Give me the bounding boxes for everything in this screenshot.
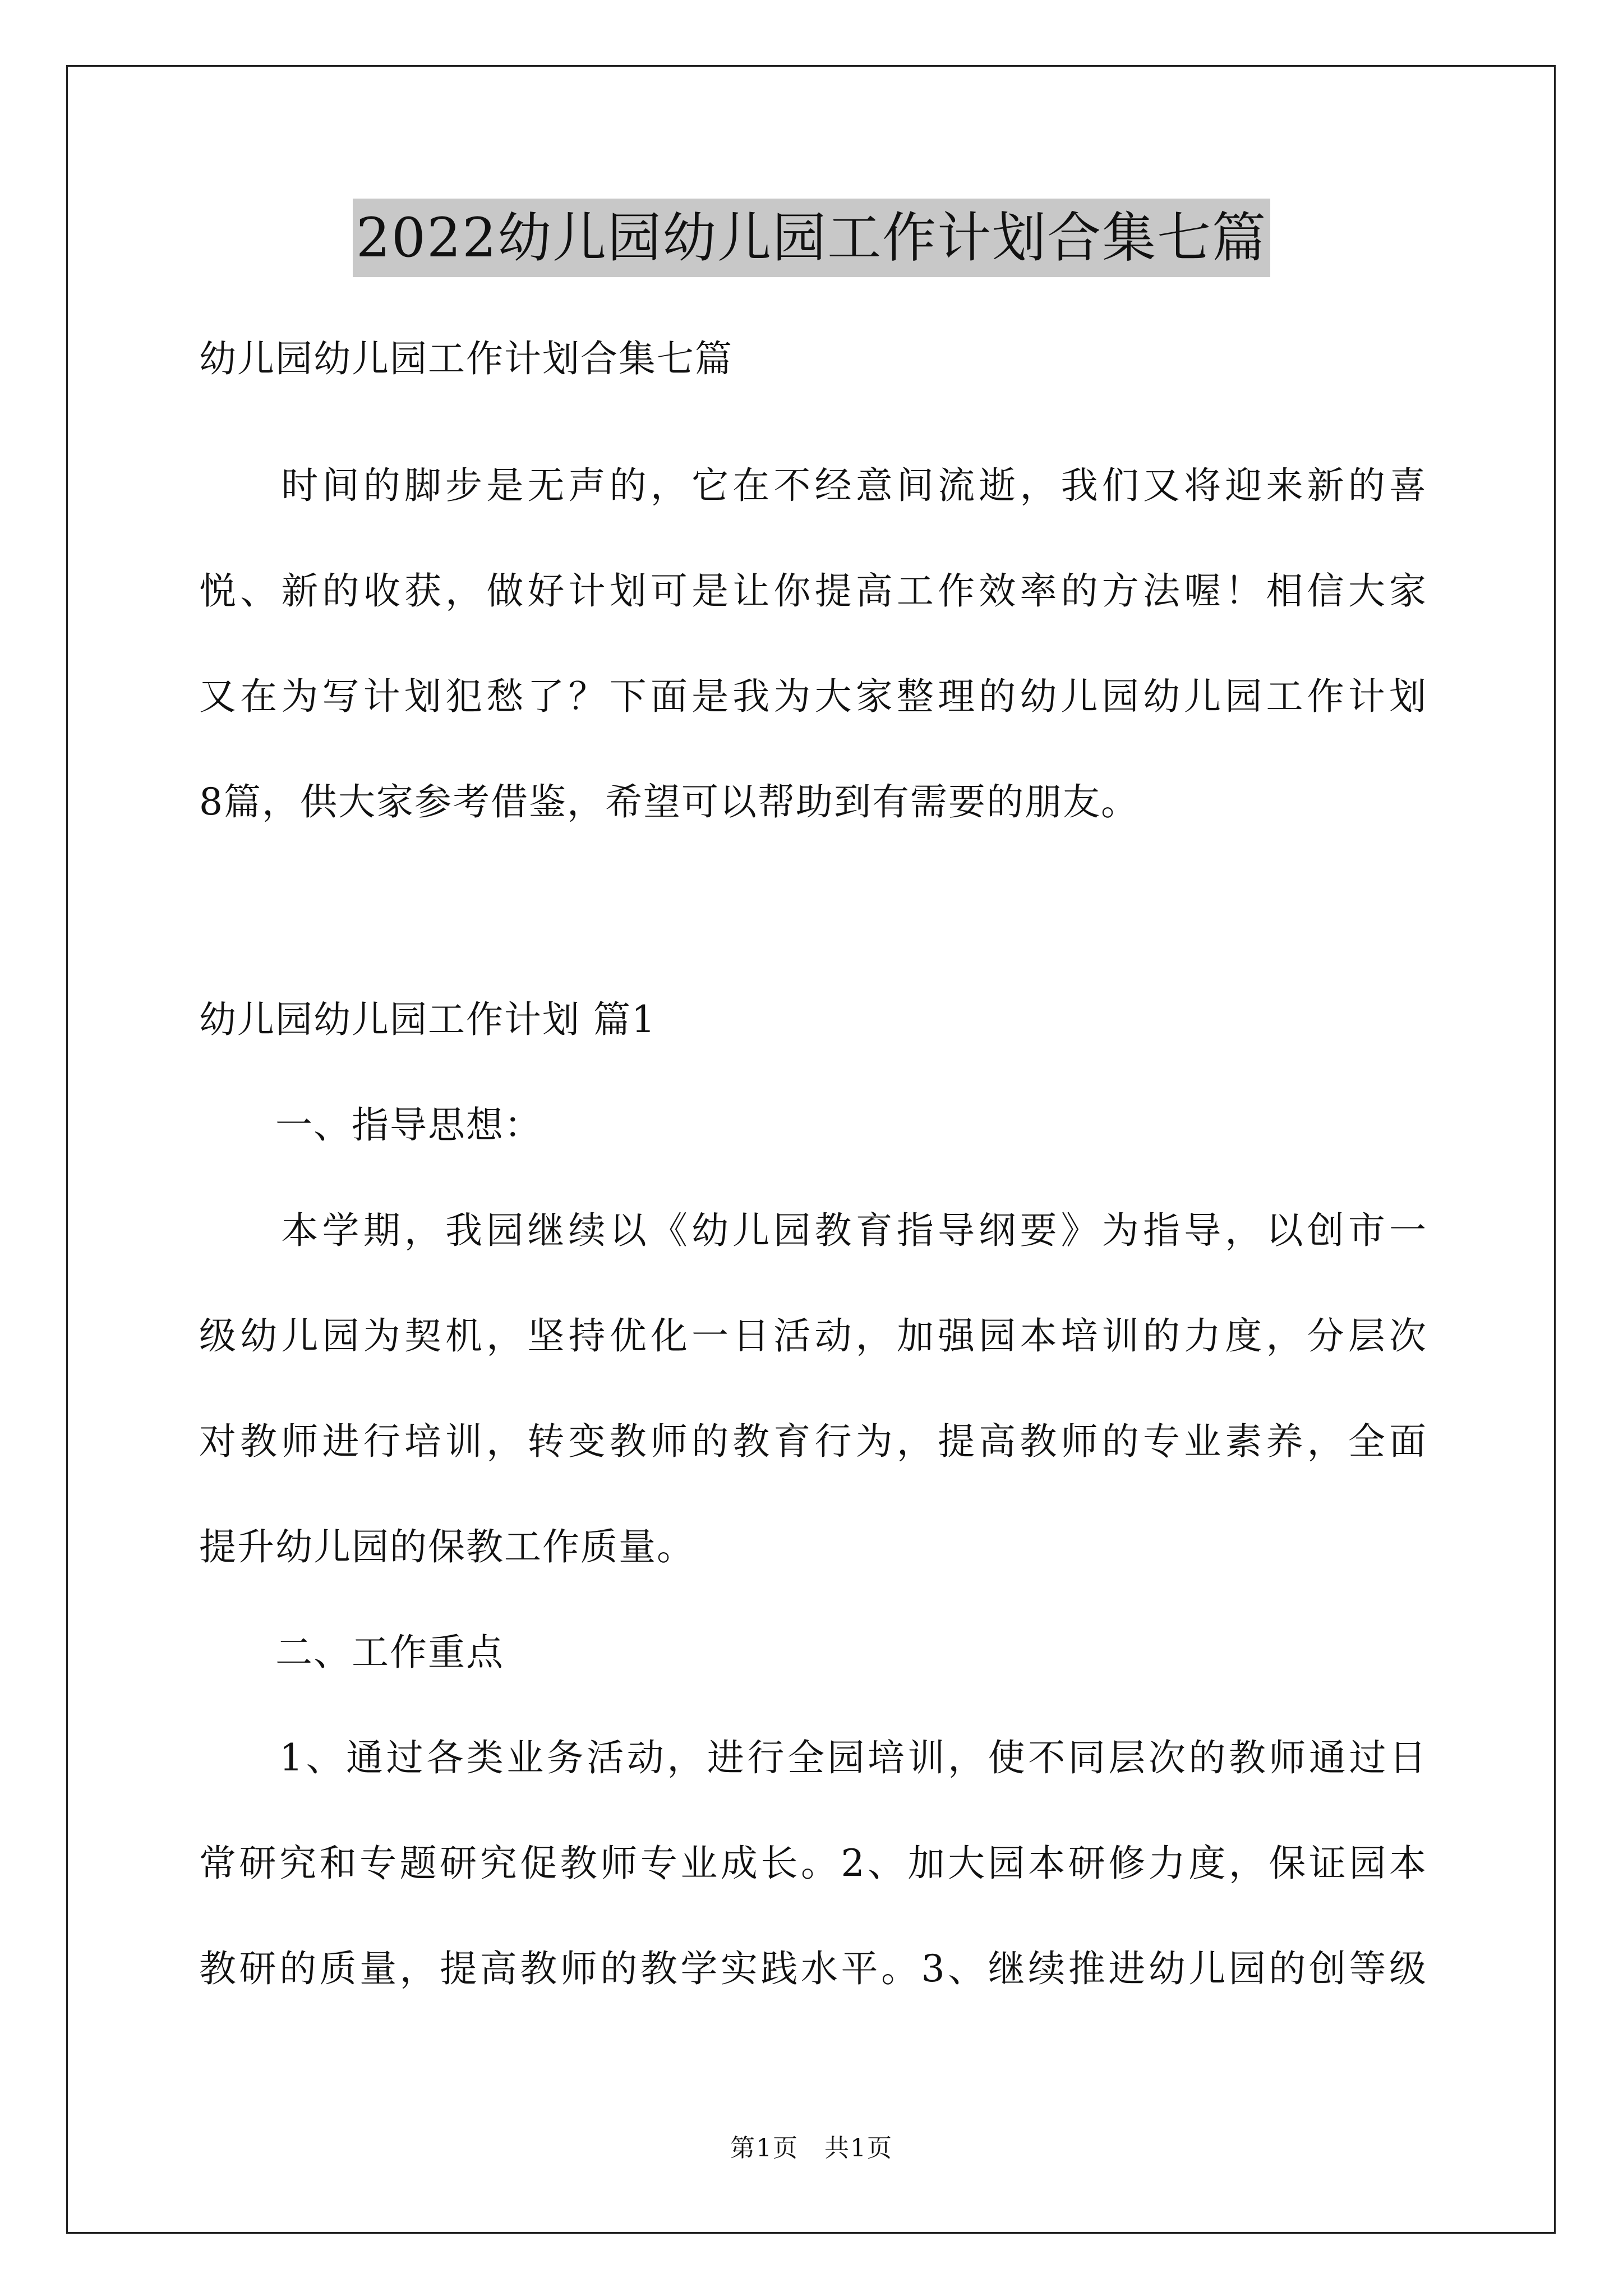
paragraph-line: 8篇，供大家参考借鉴，希望可以帮助到有需要的朋友。 xyxy=(199,780,1139,823)
paragraph-line: 1、通过各类业务活动，进行全园培训，使不同层次的教师通过日 xyxy=(199,1736,1427,1779)
paragraph-line: 时间的脚步是无声的，它在不经意间流逝，我们又将迎来新的喜 xyxy=(199,464,1427,507)
document-title-block xyxy=(0,199,1623,277)
page-number-footer: 第1页 共1页 xyxy=(730,2134,893,2162)
paragraph-line: 对教师进行培训，转变教师的教育行为，提高教师的专业素养，全面 xyxy=(199,1420,1427,1463)
paragraph-line: 级幼儿园为契机，坚持优化一日活动，加强园本培训的力度，分层次 xyxy=(199,1314,1427,1358)
paragraph-line: 提升幼儿园的保教工作质量。 xyxy=(199,1525,695,1568)
subtitle-line: 幼儿园幼儿园工作计划合集七篇 xyxy=(199,337,733,380)
paragraph-line: 教研的质量，提高教师的教学实践水平。3、继续推进幼儿园的创等级 xyxy=(199,1947,1427,1990)
paragraph-line: 常研究和专题研究促教师专业成长。2、加大园本研修力度，保证园本 xyxy=(199,1842,1427,1885)
paragraph-line: 又在为写计划犯愁了？下面是我为大家整理的幼儿园幼儿园工作计划 xyxy=(199,675,1427,718)
paragraph-line: 二、工作重点 xyxy=(199,1631,504,1674)
paragraph-line: 悦、新的收获，做好计划可是让你提高工作效率的方法喔！相信大家 xyxy=(199,569,1427,613)
paragraph-line: 本学期，我园继续以《幼儿园教育指导纲要》为指导，以创市一 xyxy=(199,1209,1427,1252)
section-heading: 幼儿园幼儿园工作计划 篇1 xyxy=(199,998,656,1041)
paragraph-line: 一、指导思想： xyxy=(199,1103,542,1147)
document-title: 2022幼儿园幼儿园工作计划合集七篇 xyxy=(353,199,1270,277)
